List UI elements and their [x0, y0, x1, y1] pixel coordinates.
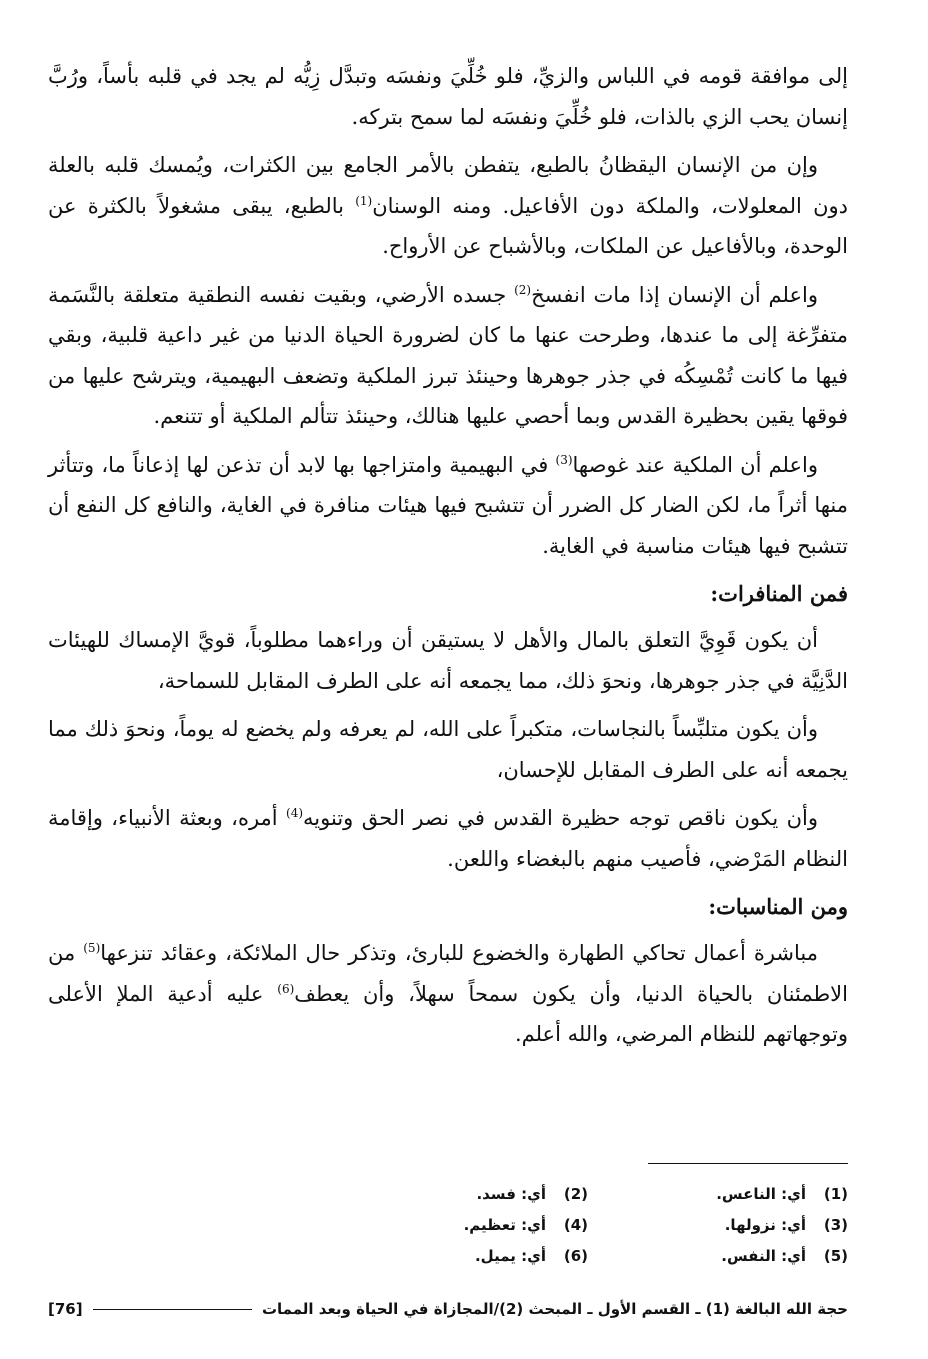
footnote-text: أي: تعظيم. [463, 1215, 546, 1234]
paragraph [48, 709, 848, 790]
text-run: واعلم أن الإنسان إذا مات انفسخ [531, 282, 818, 307]
footnote-separator [648, 1163, 848, 1164]
paragraph [48, 56, 848, 137]
footnote-number: (3) [823, 1215, 848, 1234]
footer-rule [93, 1309, 252, 1310]
text-run: وأن يكون ناقص توجه حظيرة القدس في نصر الحق وتنويه [303, 806, 818, 830]
text-run: مباشرة أعمال تحاكي الطهارة والخضوع للبارئ، وتذكر حال الملائكة، وعقائد تنزعها [100, 941, 818, 965]
footnote-text: أي: النفس. [721, 1246, 806, 1265]
footnote-marker: (5) [83, 941, 101, 955]
text-run: أمره، وبعثة الأنبياء، وإقامة النظام المَرْضي، فأصيب منهم بالبغضاء واللعن. [48, 806, 848, 871]
section-heading: ومن المناسبات: [708, 894, 848, 919]
footnote-marker: (3) [555, 452, 573, 467]
main-text [48, 56, 848, 1055]
footnote [588, 1185, 848, 1203]
footnote-number: (4) [563, 1215, 588, 1234]
running-title: حجة الله البالغة (1) ـ القسم الأول ـ المبحث (2)/المجازاة في الحياة وبعد الممات [261, 1300, 848, 1318]
paragraph [48, 275, 848, 437]
footnote-row [328, 1209, 848, 1240]
footnote-number: (5) [823, 1246, 848, 1265]
text-run: وأن يكون متلبِّساً بالنجاسات، متكبراً على الله، لم يعرفه ولم يخضع له يوماً، ونحوَ ذلك مما يجمعه أنه على الطرف المقابل للإحسان، [48, 717, 848, 782]
paragraph [48, 445, 848, 567]
footnote-number: (1) [823, 1184, 848, 1203]
footnote-text: أي: نزولها. [724, 1215, 806, 1234]
text-run: أن يكون قَوِيَّ التعلق بالمال والأهل لا يستيقن أن وراءهما مطلوباً، قويَّ الإمساك للهيئات الدَّنِيَّة في جذر جوهرها، ونحوَ ذلك، مما يجمعه أنه على الطرف المقابل للسماحة، [48, 628, 848, 693]
text-run: إلى موافقة قومه في اللباس والزيِّ، فلو خُلِّيَ ونفسَه وتبدَّل زِيُّه لم يجد في قلبه بأساً، ورُبَّ إنسان يحب الزي بالذات، فلو خُلِّيَ ونفسَه لما سمح بتركه. [48, 64, 848, 129]
footnote-text: أي: الناعس. [716, 1184, 806, 1203]
text-run: وإن من الإنسان اليقظانُ بالطبع، يتفطن بالأمر الجامع بين الكثرات، ويُمسك قلبه بالعلة دون المعلولات، والملكة دون الأفاعيل. ومنه الوسنان [48, 153, 849, 218]
text-run: في البهيمية وامتزاجها بها لابد أن تذعن لها إذعاناً ما، وتتأثر منها أثراً ما، لكن الضار كل الضرر أن تتشبح فيها هيئات منافرة في الغاية، والنافع كل النفع أن تتشبح فيها هيئات مناسبة في الغاية. [48, 452, 848, 558]
footnote-row [328, 1178, 848, 1209]
footnote-marker: (1) [355, 193, 373, 208]
page-footer [48, 1300, 848, 1318]
footnote-number: (6) [563, 1246, 588, 1265]
paragraph [48, 620, 848, 701]
footnote-number: (2) [563, 1184, 588, 1203]
footnote-text: أي: فسد. [476, 1184, 546, 1203]
footnote-marker: (6) [277, 981, 295, 996]
paragraph [48, 798, 848, 879]
footnote-text: أي: يميل. [474, 1246, 546, 1265]
paragraph [48, 145, 848, 267]
text-run: من الاطمئنان بالحياة الدنيا، وأن يكون سمحاً سهلاً، وأن يعطف [48, 941, 848, 1006]
text-run: جسده الأرضي، وبقيت نفسه النطقية متعلقة بالنَّسَمة متفرِّغة إلى ما عندها، وطرحت عنها ما كان لضرورة الحياة الدنيا من غير داعية قلبية، وبقي فيها ما كانت تُمْسِكُه في جذر جوهرها وحينئذ تبرز الملكية وتضعف البهيمية، ويترشح عليها من فوقها يقين بحظيرة القدس وبما أحصي عليها هنالك، وحينئذ تتألم الملكية أو تتنعم. [48, 282, 848, 428]
footnote [588, 1216, 848, 1234]
text-run: بالطبع، يبقى مشغولاً بالكثرة عن الوحدة، وبالأفاعيل عن الملكات، وبالأشباح عن الأرواح. [48, 193, 848, 258]
text-run: واعلم أن الملكية عند غوصها [572, 452, 818, 477]
footnote-marker: (2) [514, 282, 532, 297]
text-run: عليه أدعية الملإ الأعلى وتوجهاتهم للنظام المرضي، والله أعلم. [48, 981, 848, 1046]
paragraph [48, 933, 848, 1055]
footnote [328, 1185, 588, 1203]
footnote-marker: (4) [286, 806, 304, 820]
footnote [588, 1247, 848, 1265]
footnotes [328, 1178, 848, 1271]
footnote [328, 1247, 588, 1265]
footnote-row [328, 1240, 848, 1271]
footnote [328, 1216, 588, 1234]
page-number: [76] [48, 1300, 83, 1318]
section-heading: فمن المنافرات: [710, 581, 848, 606]
